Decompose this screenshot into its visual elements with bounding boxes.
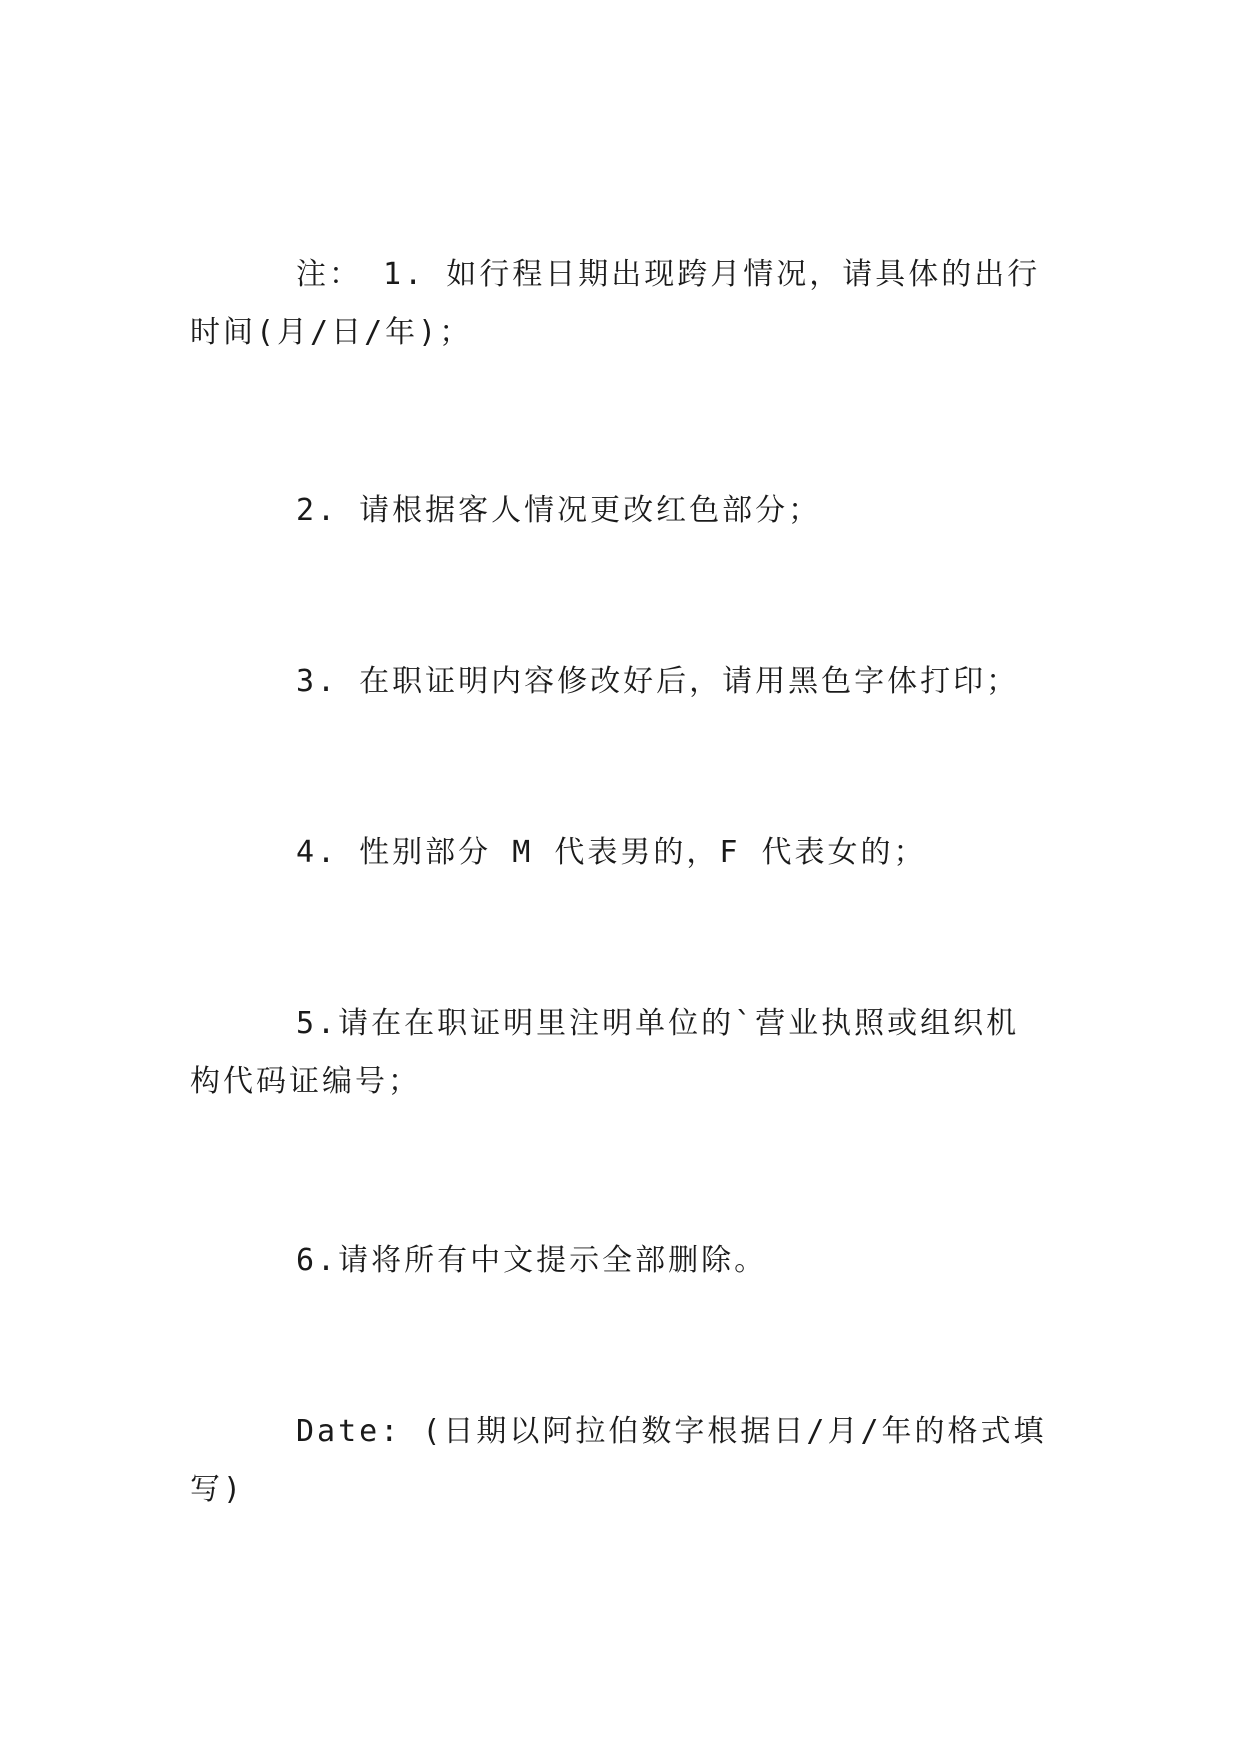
note-item-4: 4. 性别部分 M 代表男的，F 代表女的； xyxy=(296,835,927,870)
note-item-6: 6.请将所有中文提示全部删除。 xyxy=(296,1243,768,1278)
note-item-3: 3. 在职证明内容修改好后，请用黑色字体打印； xyxy=(296,664,1020,699)
date-line: Date: (日期以阿拉伯数字根据日/月/年的格式填写) xyxy=(190,1414,1047,1507)
note-item-1: 注： 1. 如行程日期出现跨月情况，请具体的出行时间(月/日/年)； xyxy=(190,257,1041,350)
note-item-2: 2. 请根据客人情况更改红色部分； xyxy=(296,493,822,528)
note-item-5: 5.请在在职证明里注明单位的`营业执照或组织机构代码证编号； xyxy=(190,1006,1020,1099)
